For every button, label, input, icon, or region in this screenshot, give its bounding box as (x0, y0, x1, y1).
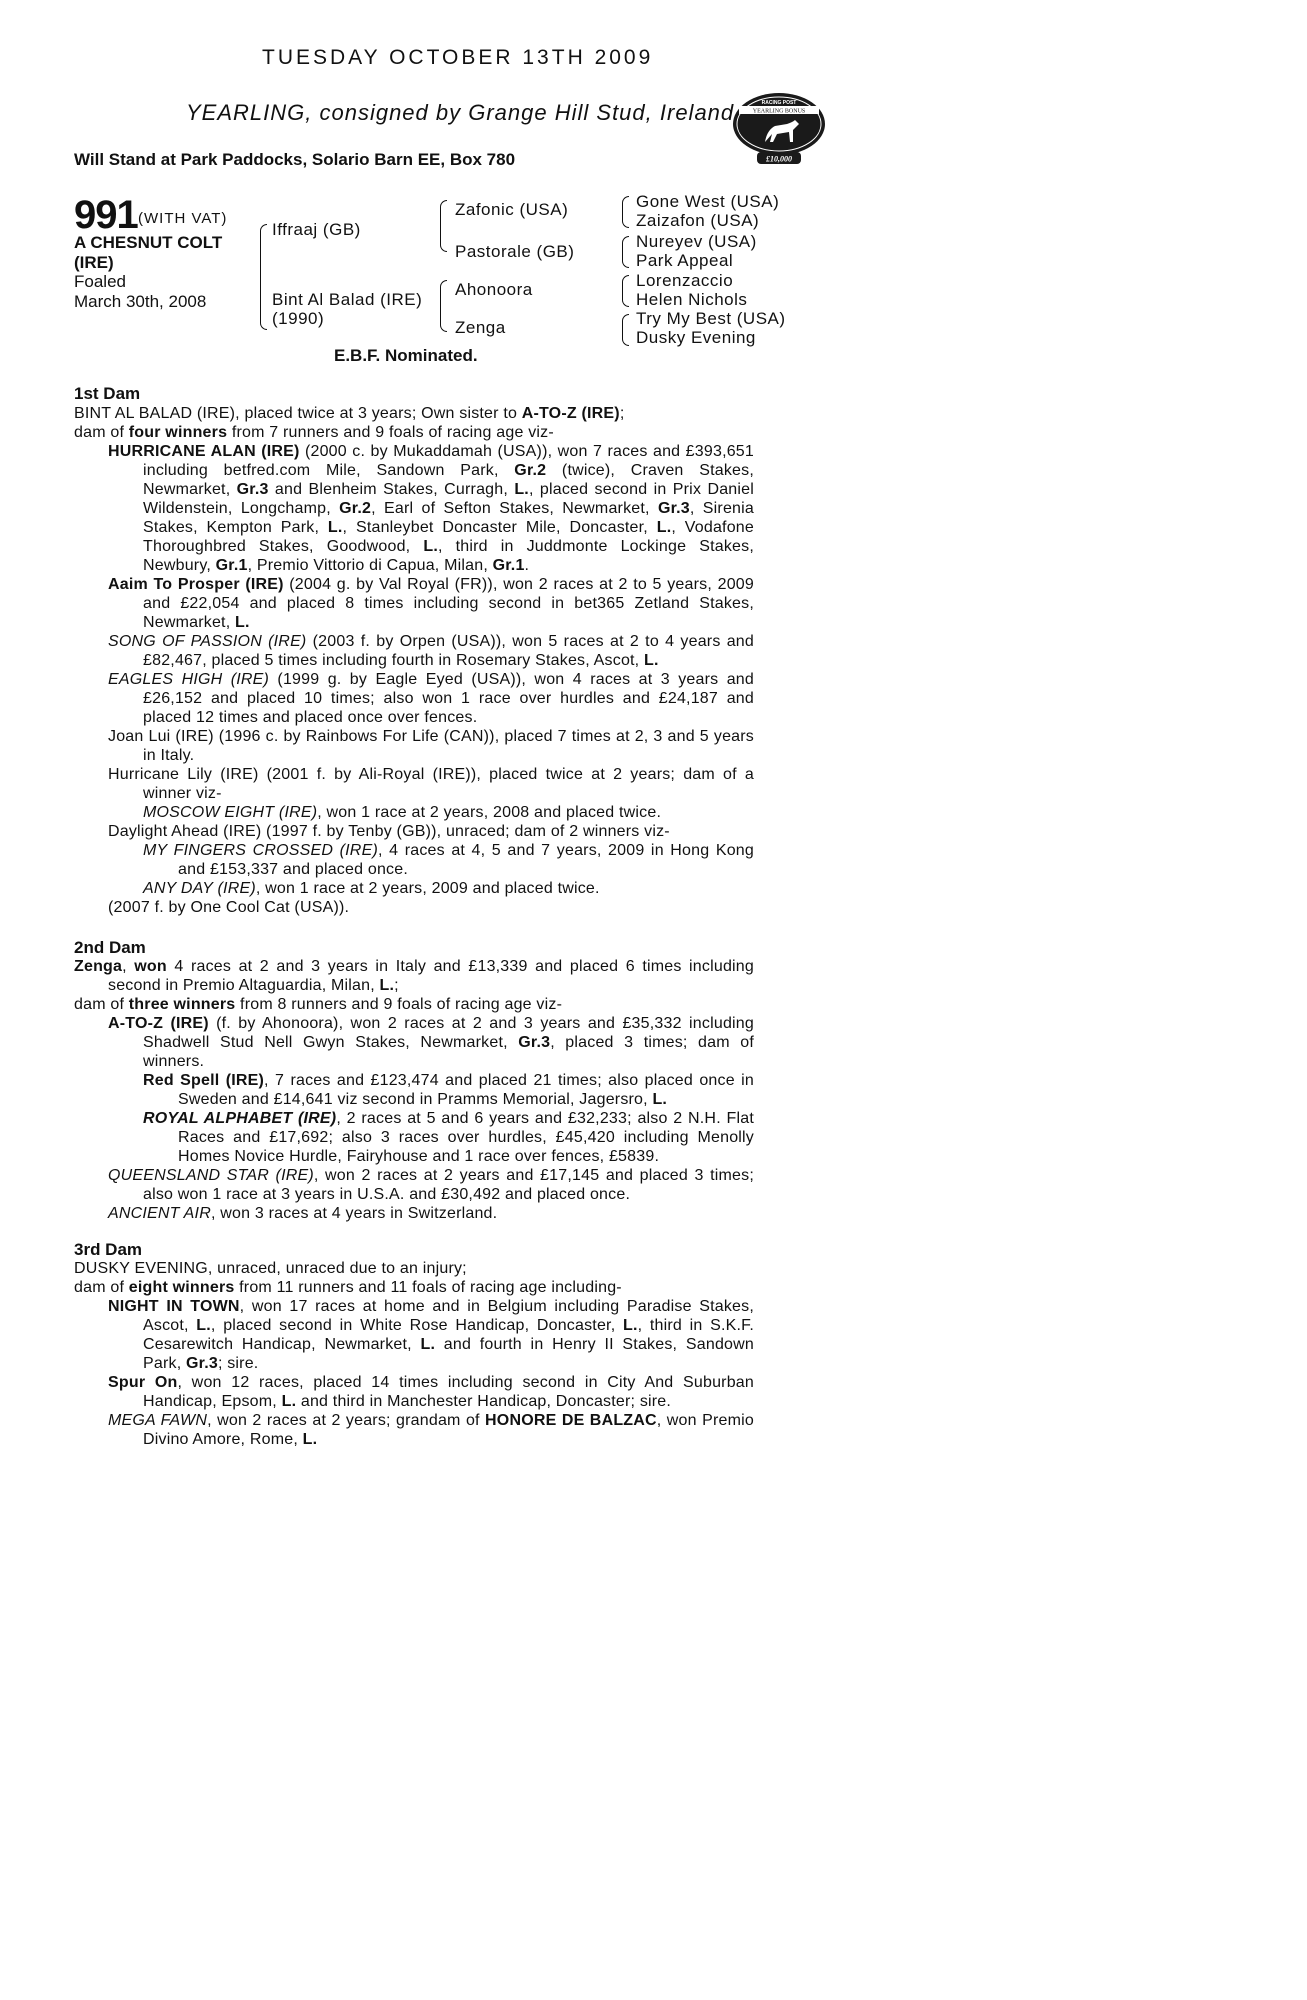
svg-text:RACING POST: RACING POST (761, 100, 797, 106)
second-dam-heading: 2nd Dam (74, 938, 146, 957)
horse-description (74, 233, 222, 273)
lot-number: 991 (74, 193, 138, 237)
pedigree-gen3: Nureyev (USA) (636, 232, 757, 251)
pedigree-gen2: Ahonoora (455, 280, 533, 299)
sire-name: Iffraaj (GB) (272, 220, 361, 239)
ebf-nomination: E.B.F. Nominated. (334, 346, 478, 365)
foaled-info (74, 272, 206, 312)
stand-location: Will Stand at Park Paddocks, Solario Barn EE, Box 780 (74, 150, 516, 169)
pedigree-gen3: Dusky Evening (636, 328, 756, 347)
pedigree-gen2: Zenga (455, 318, 506, 337)
dam-year: (1990) (272, 309, 325, 328)
pedigree-brace (260, 224, 267, 330)
first-dam-heading: 1st Dam (74, 384, 141, 403)
pedigree-brace (622, 275, 629, 307)
dam-name: Bint Al Balad (IRE) (272, 290, 423, 309)
horse-sex: A CHESNUT COLT (74, 233, 223, 252)
foaled-label: Foaled (74, 272, 126, 291)
pedigree-brace (440, 280, 447, 332)
pedigree-brace (622, 314, 629, 346)
pedigree-gen3: Helen Nichols (636, 290, 748, 309)
third-dam-text: DUSKY EVENING, unraced, unraced due to an injury; dam of eight winners from 11 runners and 11 foals of racing age including- NIGHT IN TOWN, won 17 races at home and in Belgium including Paradise Stakes, Ascot, L., placed second in White Rose Handicap, Doncaster, L., third in S.K.F. Cesarewitch Handicap, Newmarket, L. and fourth in Henry II Stakes, Sandown Park, Gr.3; sire. Spur On, won 12 races, placed 14 times including second in City And Suburban Handicap, Epsom, L. and third in Manchester Handicap, Doncaster; sire. MEGA FAWN, won 2 races at 2 years; grandam of HONORE DE BALZAC, won Premio Divino Amore, Rome, L. (74, 1260, 754, 1448)
pedigree-gen3: Zaizafon (USA) (636, 211, 760, 230)
pedigree-gen2: Zafonic (USA) (455, 200, 569, 219)
sale-date: TUESDAY OCTOBER 13TH 2009 (262, 46, 654, 69)
svg-text:£10,000: £10,000 (766, 154, 792, 164)
first-dam-text: BINT AL BALAD (IRE), placed twice at 3 years; Own sister to A-TO-Z (IRE); dam of four winners from 7 runners and 9 foals of racing age viz- HURRICANE ALAN (IRE) (2000 c. by Mukaddamah (USA)), won 7 races and £393,651 including betfred.com Mile, Sandown Park, Gr.2 (twice), Craven Stakes, Newmarket, Gr.3 and Blenheim Stakes, Curragh, L., placed second in Prix Daniel Wildenstein, Longchamp, Gr.2, Earl of Sefton Stakes, Newmarket, Gr.3, Sirenia Stakes, Kempton Park, L., Stanleybet Doncaster Mile, Doncaster, L., Vodafone Thoroughbred Stakes, Goodwood, L., third in Juddmonte Lockinge Stakes, Newbury, Gr.1, Premio Vittorio di Capua, Milan, Gr.1. Aaim To Prosper (IRE) (2004 g. by Val Royal (FR)), won 2 races at 2 to 5 years, 2009 and £22,054 and placed 8 times including second in bet365 Zetland Stakes, Newmarket, L. SONG OF PASSION (IRE) (2003 f. by Orpen (USA)), won 5 races at 2 to 4 years and £82,467, placed 5 times including fourth in Rosemary Stakes, Ascot, L. EAGLES HIGH (IRE) (1999 g. by Eagle Eyed (USA)), won 4 races at 3 years and £26,152 and placed 10 times; also won 1 race over hurdles and £24,187 and placed 12 times and placed once over fences. Joan Lui (IRE) (1996 c. by Rainbows For Life (CAN)), placed 7 times at 2, 3 and 5 years in Italy. Hurricane Lily (IRE) (2001 f. by Ali-Royal (IRE)), placed twice at 2 years; dam of a winner viz- MOSCOW EIGHT (IRE), won 1 race at 2 years, 2008 and placed twice. Daylight Ahead (IRE) (1997 f. by Tenby (GB)), unraced; dam of 2 winners viz- MY FINGERS CROSSED (IRE), 4 races at 4, 5 and 7 years, 2009 in Hong Kong and £153,337 and placed once. ANY DAY (IRE), won 1 race at 2 years, 2009 and placed twice. (2007 f. by One Cool Cat (USA)). (74, 405, 755, 916)
third-dam-heading: 3rd Dam (74, 1240, 143, 1259)
pedigree-gen3: Gone West (USA) (636, 192, 780, 211)
horse-origin: (IRE) (74, 253, 114, 272)
second-dam-text: Zenga, won 4 races at 2 and 3 years in Italy and £13,339 and placed 6 times including second in Premio Altaguardia, Milan, L.; dam of three winners from 8 runners and 9 foals of racing age viz- A-TO-Z (IRE) (f. by Ahonoora), won 2 races at 2 and 3 years and £35,332 including Shadwell Stud Nell Gwyn Stakes, Newmarket, Gr.3, placed 3 times; dam of winners. Red Spell (IRE), 7 races and £123,474 and placed 21 times; also placed once in Sweden and £14,641 viz second in Pramms Memorial, Jagersro, L. ROYAL ALPHABET (IRE), 2 races at 5 and 6 years and £32,233; also 2 N.H. Flat Races and £17,692; also 3 races over hurdles, £45,420 including Menolly Homes Novice Hurdle, Fairyhouse and 1 race over fences, £5839. QUEENSLAND STAR (IRE), won 2 races at 2 years and £17,145 and placed 3 times; also won 1 race at 3 years in U.S.A. and £30,492 and placed once. ANCIENT AIR, won 3 races at 4 years in Switzerland. (74, 958, 754, 1222)
pedigree-brace (440, 200, 447, 252)
pedigree-gen3: Try My Best (USA) (636, 309, 786, 328)
pedigree-gen2: Pastorale (GB) (455, 242, 575, 261)
foaled-date: March 30th, 2008 (74, 292, 207, 311)
yearling-bonus-logo (729, 90, 829, 170)
pedigree-gen3: Lorenzaccio (636, 271, 734, 290)
pedigree-brace (622, 196, 629, 228)
consignment-line: YEARLING, consigned by Grange Hill Stud, Ireland (186, 100, 735, 125)
pedigree-brace (622, 236, 629, 268)
pedigree-gen3: Park Appeal (636, 251, 734, 270)
vat-note: (WITH VAT) (138, 210, 228, 227)
svg-text:YEARLING BONUS: YEARLING BONUS (752, 108, 806, 115)
